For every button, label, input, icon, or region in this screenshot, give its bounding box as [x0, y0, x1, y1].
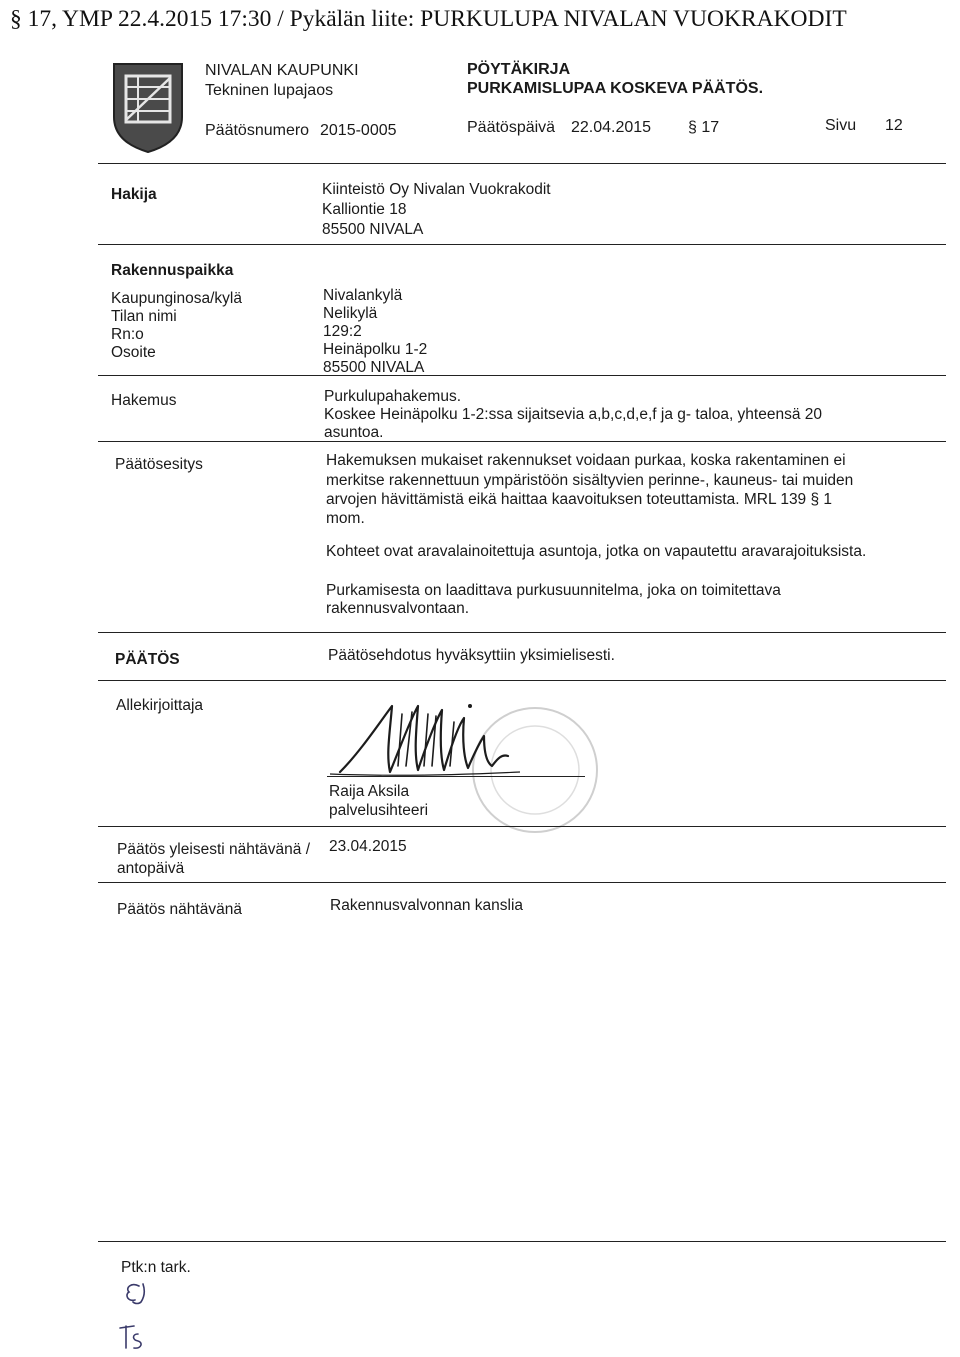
signer-label: Allekirjoittaja [116, 697, 204, 714]
decision-number-label: Päätösnumero [205, 122, 310, 139]
site-heading: Rakennuspaikka [111, 262, 234, 279]
site-value: 85500 NIVALA [323, 359, 425, 376]
application-label: Hakemus [111, 392, 177, 409]
page-header: § 17, YMP 22.4.2015 17:30 / Pykälän liite: PURKULUPA NIVALAN VUOKRAKODIT [10, 6, 847, 32]
site-value: Nelikylä [323, 305, 378, 322]
applicant-line: Kiinteistö Oy Nivalan Vuokrakodit [322, 181, 551, 198]
divider [98, 632, 946, 633]
page-label: Sivu [825, 117, 857, 134]
decision-number: 2015-0005 [320, 122, 397, 139]
viewable-location: Rakennusvalvonnan kanslia [330, 897, 524, 914]
proposal-line: Hakemuksen mukaiset rakennukset voidaan purkaa, koska rakentaminen ei [326, 452, 846, 469]
org-name: NIVALAN KAUPUNKI [205, 62, 359, 79]
signature-line [327, 776, 585, 777]
divider [98, 163, 946, 164]
document-subject: PURKAMISLUPAA KOSKEVA PÄÄTÖS. [467, 80, 764, 97]
minutes-check-label: Ptk:n tark. [121, 1259, 191, 1276]
initials-ts [116, 1322, 146, 1352]
applicant-line: 85500 NIVALA [322, 221, 424, 238]
proposal-line: merkitse rakennettuun ympäristöön sisältyvien perinne-, kauneus- tai muiden [326, 472, 854, 489]
application-line: asuntoa. [324, 424, 384, 441]
public-notice-label: antopäivä [117, 860, 185, 877]
decision-text: Päätösehdotus hyväksyttiin yksimielisesti. [328, 647, 615, 664]
site-value: Nivalankylä [323, 287, 403, 304]
viewable-label: Päätös nähtävänä [117, 901, 242, 918]
application-line: Purkulupahakemus. [324, 388, 461, 405]
signer-name: Raija Aksila [329, 783, 410, 800]
page-number: 12 [885, 117, 903, 134]
site-value: Heinäpolku 1-2 [323, 341, 428, 358]
applicant-line: Kalliontie 18 [322, 201, 407, 218]
proposal-line: rakennusvalvontaan. [326, 600, 470, 617]
site-label: Kaupunginosa/kylä [111, 290, 242, 307]
divider [98, 680, 946, 681]
department-name: Tekninen lupajaos [205, 82, 334, 99]
coat-of-arms-logo [112, 62, 184, 154]
site-label: Tilan nimi [111, 308, 177, 325]
handwritten-signature [320, 692, 550, 784]
divider [98, 826, 946, 827]
proposal-label: Päätösesitys [115, 456, 203, 473]
proposal-line: Purkamisesta on laadittava purkusuunnitelma, joka on toimitettava [326, 582, 781, 599]
site-value: 129:2 [323, 323, 362, 340]
divider [98, 1241, 946, 1242]
decision-label: PÄÄTÖS [115, 651, 180, 668]
initials-ej [121, 1280, 151, 1306]
decision-date: 22.04.2015 [571, 119, 652, 136]
divider [98, 244, 946, 245]
divider [98, 882, 946, 883]
proposal-para2: Kohteet ovat aravalainoitettuja asuntoja, jotka on vapautettu aravarajoituksista. [326, 543, 867, 560]
application-line: Koskee Heinäpolku 1-2:ssa sijaitsevia a,b,c,d,e,f ja g- taloa, yhteensä 20 [324, 406, 823, 423]
site-label: Osoite [111, 344, 156, 361]
public-notice-date: 23.04.2015 [329, 838, 407, 855]
proposal-line: arvojen hävittämistä eikä haittaa kaavoituksen toteuttamista. MRL 139 § 1 [326, 491, 833, 508]
decision-date-label: Päätöspäivä [467, 119, 556, 136]
proposal-line: mom. [326, 510, 365, 527]
site-label: Rn:o [111, 326, 144, 343]
public-notice-label: Päätös yleisesti nähtävänä / [117, 841, 311, 858]
section-number: § 17 [688, 119, 720, 136]
divider [98, 441, 946, 442]
signer-title: palvelusihteeri [329, 802, 429, 819]
divider [98, 375, 946, 376]
applicant-label: Hakija [111, 186, 157, 203]
document-type: PÖYTÄKIRJA [467, 61, 571, 78]
